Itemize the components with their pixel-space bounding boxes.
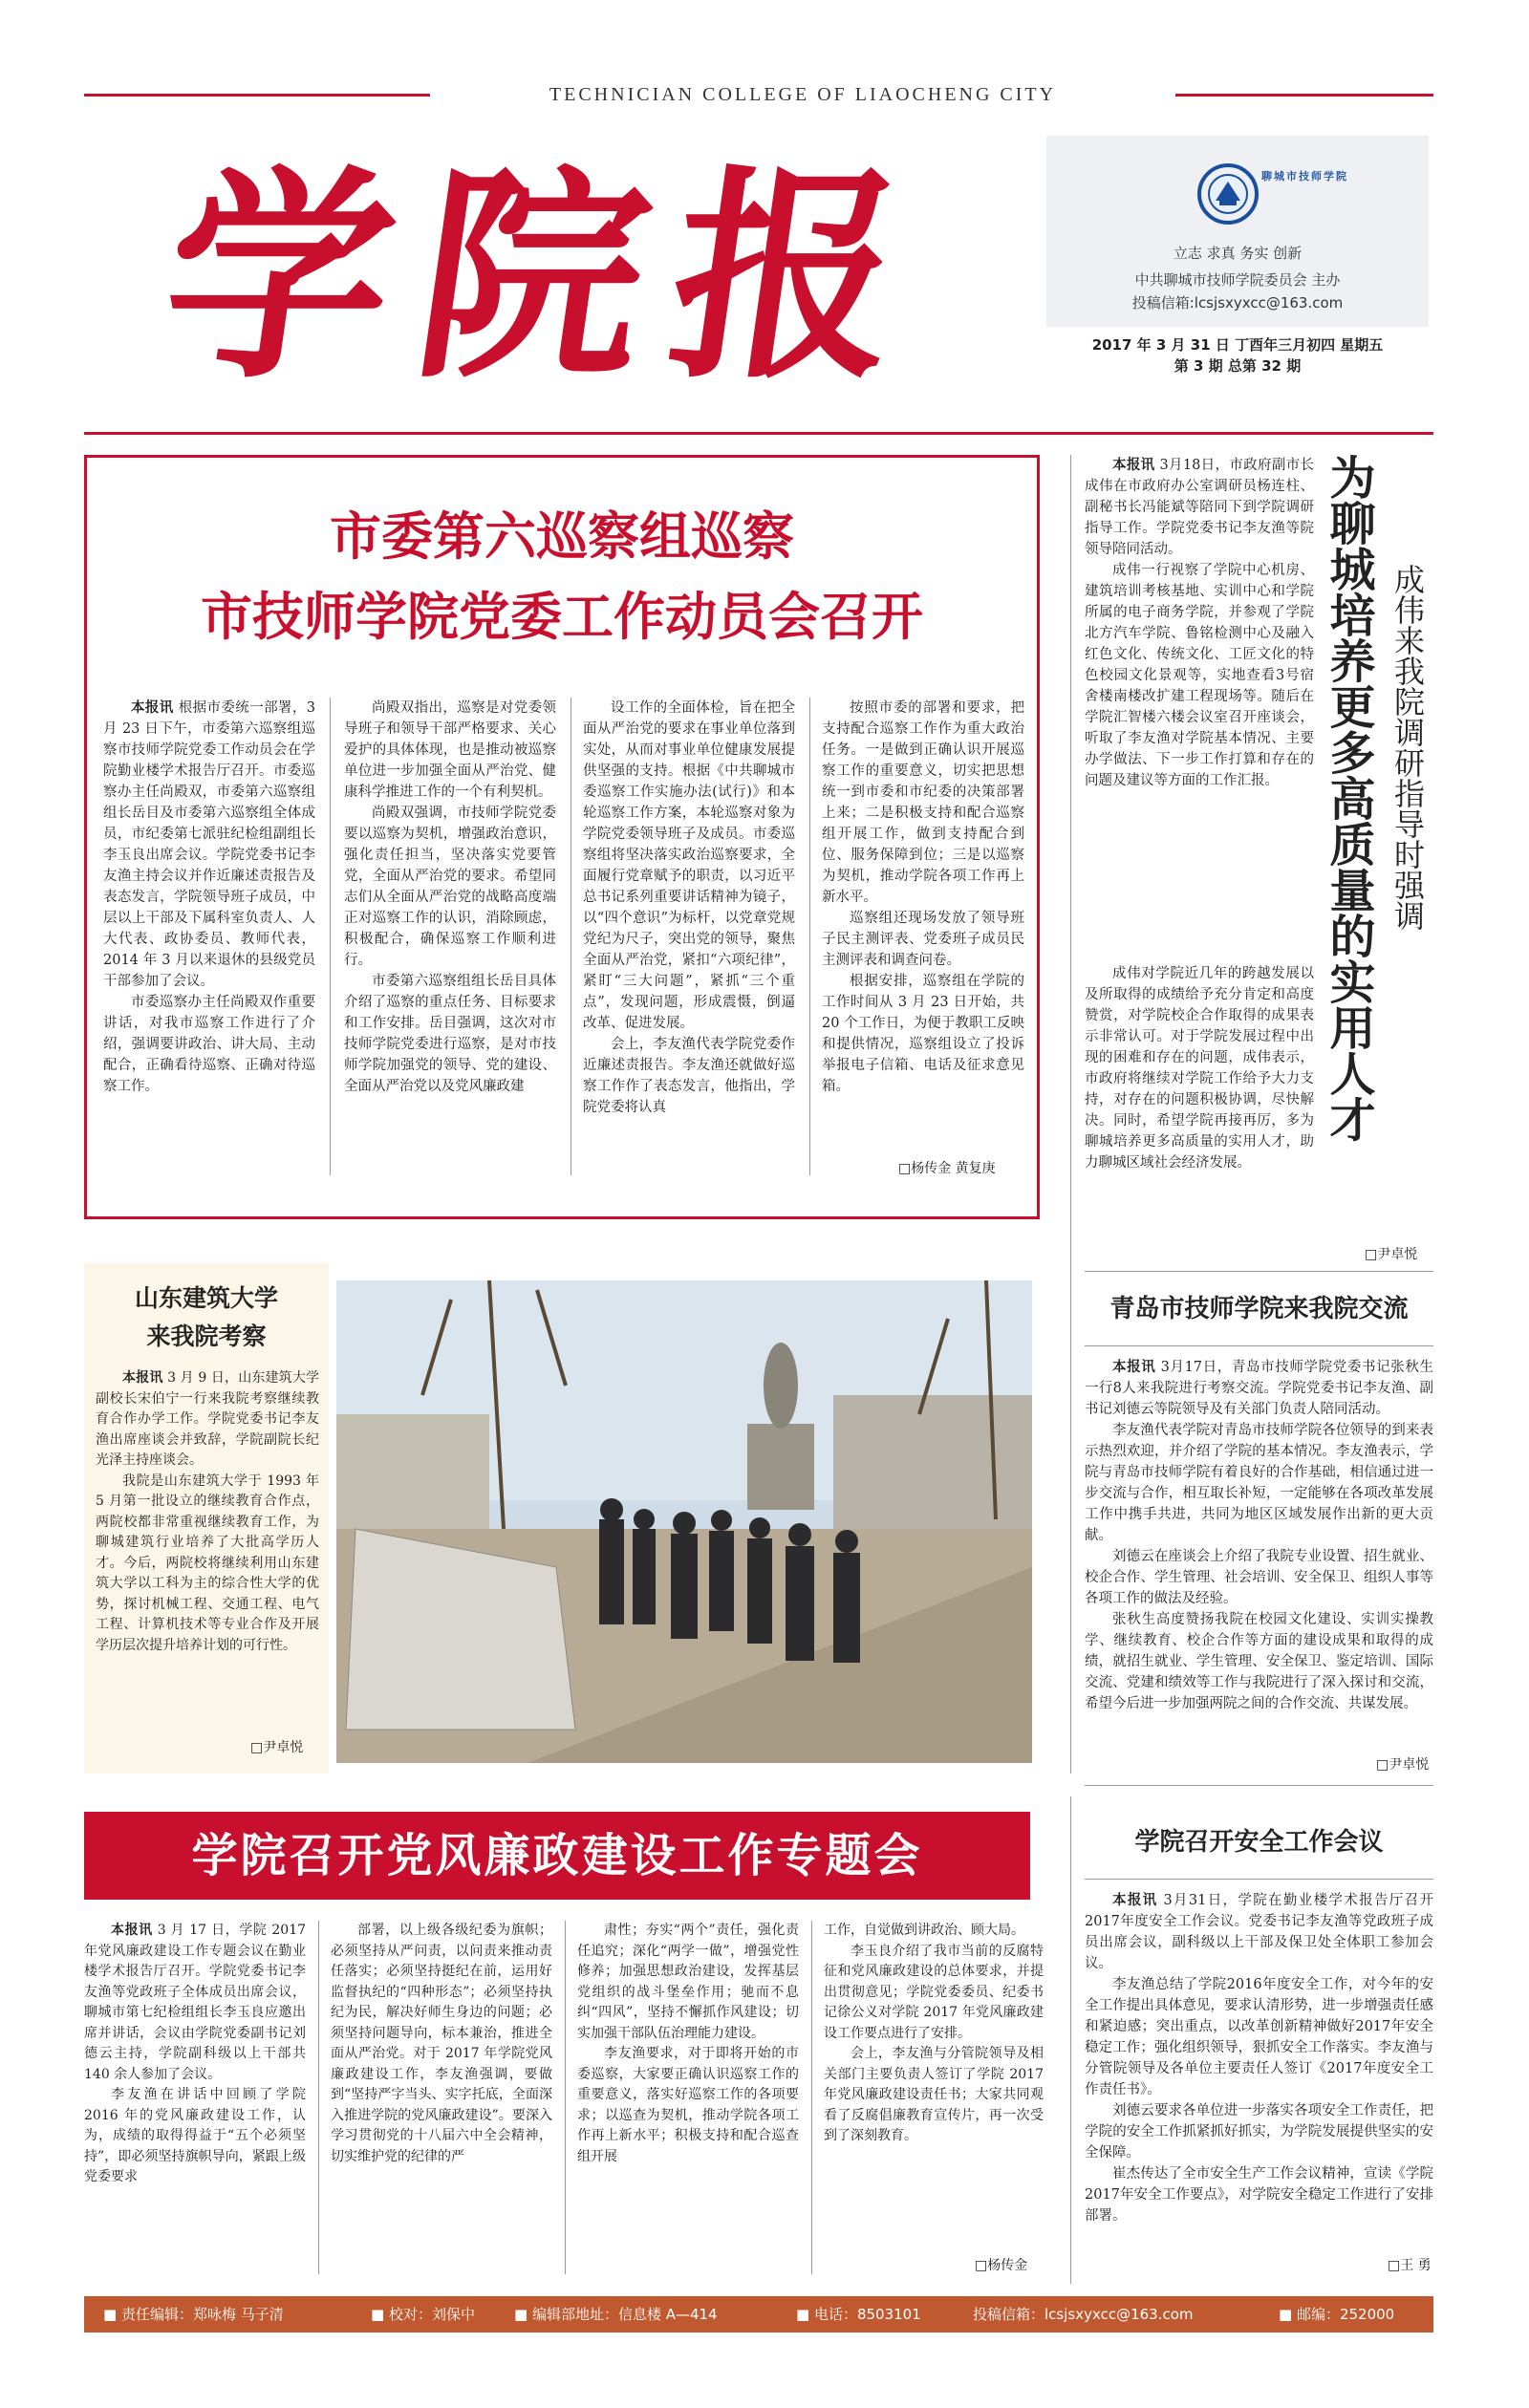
lead-col1-p1: 根据市委统一部署，3 月 23 日下午，市委第六巡察组巡察市技师学院党委工作动员会在学院勤业楼学术报告厅召开。市委巡察办主任尚殿双，市委第六巡察组组长岳目及市委第六巡察组全体成员，市纪委第七派驻纪检组副组长李玉良出席会议。学院党委书记李友渔主持会议并作近廉述责报告及表态发言，学院领导班子成员，中层以上干部及下属科室负责人、人大代表、政协委员、教师代表，2014 年 3 月以来退休的县级党员干部参加了会议。 <box>103 700 315 989</box>
footer-phone: ■ 电话：8503101 <box>796 2306 921 2323</box>
lead-col1-p2: 市委巡察办主任尚殿双作重要讲话，对我市巡察工作进行了介绍，强调要讲政治、讲大局、主动配合，正确看待巡察、正确对待巡察工作。 <box>103 995 315 1094</box>
anquan-p2: 李友渔总结了学院2016年度安全工作，对今年的安全工作提出具体意见，要求认清形势，进一步增强责任感和紧迫感；突出重点，以改革创新精神做好2017年安全稳定工作；强化组织领导，狠抓安全工作落实。李友渔与分管院领导及各单位主要责任人签订《2017年度安全工作责任书》。 <box>1085 1977 1433 2097</box>
lianzheng-col-3 <box>577 1921 799 2274</box>
shandong-byline: □尹卓悦 <box>250 1740 304 1755</box>
qingdao-p2: 李友渔代表学院对青岛市技师学院各位领导的到来表示热烈欢迎，并介绍了学院的基本情况。李友渔表示，学院与青岛市技师学院有着良好的合作基础，相信通过进一步交流与合作，相互取长补短，一定能够在各项改革发展工作中携手共进，共同为地区区域发展作出新的更大贡献。 <box>1085 1423 1433 1543</box>
lianzheng-col4-p1: 工作，自觉做到讲政治、顾大局。 <box>824 1923 1024 1938</box>
lianzheng-col3-p2: 李友渔要求，对于即将开始的市委巡察，大家要正确认识巡察工作的重要意义，落实好巡察工作的各项要求；以巡查为契机，推动学院各项工作再上新水平；积极支持和配合巡查组开展 <box>577 2046 799 2164</box>
lead-headline-line1: 市委第六巡察组巡察 <box>330 505 794 567</box>
lead-col4-p1: 按照市委的部署和要求，把支持配合巡察工作作为重大政治任务。一是做到正确认识开展巡察工作的重要意义，切实把思想统一到市委和市纪委的决策部署上来；二是积极支持和配合巡察组开展工作，做到支持配合到位、服务保障到位；三是以巡察为契机，推动学院各项工作再上新水平。 <box>822 700 1024 905</box>
lead-tag: 本报讯 <box>131 700 174 716</box>
publisher: 中共聊城市技师学院委员会 主办 <box>1134 271 1341 289</box>
chengwei-p3: 成伟对学院近几年的跨越发展以及所取得的成绩给予充分肯定和高度赞赏，对学院校企合作取得的成果表示非常认可。对于学院发展过程中出现的困难和存在的问题，成伟表示，市政府将继续对学院工作给予大力支持，对存在的问题积极协调，尽快解决。同时，希望学院再接再厉，多为聊城培养更多高质量的实用人才，助力聊城区域社会经济发展。 <box>1085 966 1314 1171</box>
lianzheng-byline: □杨传金 <box>975 2258 1028 2273</box>
shandong-p2: 我院是山东建筑大学于 1993 年 5 月第一批设立的继续教育合作点，两院校都非常重视继续教育工作，为聊城建筑行业培养了大批高学历人才。今后，两院校将继续利用山东建筑大学以工科为主的综合性大学的优势，探讨机械工程、交通工程、电气工程、计算机技术等专业合作及开展学历层次提升培养计划的可行性。 <box>96 1473 319 1653</box>
lianzheng-col2-p1: 部署，以上级各级纪委为旗帜；必须坚持从严问责，以问责来推动责任落实；必须坚持挺纪在前，运用好监督执纪的“四种形态”；必须坚持执纪为民，解决好师生身边的问题；必须坚持问题导向，标本兼治，推进全面从严治党。对于 2017 年学院党风廉政建设工作，李友渔强调，要做到“坚持严字当头、实字托底，全面深入推进学院的党风廉政建设”。要深入学习贯彻党的十八届六中全会精神，切实维护党的纪律的严 <box>331 1923 552 2164</box>
lead-col4-p3: 根据安排，巡察组在学院的工作时间从 3 月 23 日开始，共 20 个工作日，为便于教职工反映和提供情况，巡察组设立了投诉举报电子信箱、电话及征求意见箱。 <box>822 974 1024 1094</box>
anquan-byline: □王 勇 <box>1388 2258 1432 2273</box>
qingdao-headline: 青岛市技师学院来我院交流 <box>1109 1295 1409 1323</box>
masthead-title: 学院报 <box>148 145 946 409</box>
chengwei-p1: 3月18日，市政府副市长成伟在市政府办公室调研员杨连柱、副秘书长冯能斌等陪同下到学院调研指导工作。学院党委书记李友渔等院领导陪同活动。 <box>1085 458 1314 557</box>
anquan-p3: 刘德云要求各单位进一步落实各项安全工作责任，把学院的安全工作抓紧抓好抓实，为学院发展提供坚实的安全保障。 <box>1085 2103 1433 2161</box>
qingdao-p3: 刘德云在座谈会上介绍了我院专业设置、招生就业、校企合作、学生管理、社会培训、安全保卫、组织人事等各项工作的做法及经验。 <box>1085 1549 1433 1606</box>
motto: 立志 求真 务实 创新 <box>1173 245 1303 262</box>
date-issue <box>1042 334 1433 376</box>
lianzheng-col-4 <box>824 1921 1044 2246</box>
shandong-body: 本报讯 3 月 9 日，山东建筑大学副校长宋伯宁一行来我院考察继续教育合作办学工作。学院党委书记李友渔出席座谈会并致辞，学院副院长纪光泽主持座谈会。 我院是山东建筑大学于 1993 年 5 月第一批设立的继续教育合作点，两院校都非常重视继续教育工作，为聊城建筑行业培养了大批高学历人才。今后，两院校将继续利用山东建筑大学以工科为主的综合性大学的优势，探讨机械工程、交通工程、电气工程、计算机技术等专业合作及开展学历层次提升培养计划的可行性。 <box>96 1368 319 1731</box>
footer-email: 投稿信箱：lcsjsxyxcc@163.com <box>973 2306 1194 2323</box>
chengwei-p2: 成伟一行视察了学院中心机房、建筑培训考核基地、实训中心和学院所属的电子商务学院，并参观了学院北方汽车学院、鲁铭检测中心及融入红色文化、传统文化、工匠文化的特色校园文化景观等，实地查看3号宿舍楼南楼改扩建工程现场等。随后在学院汇智楼六楼会议室召开座谈会，听取了李友渔对学院基本情况、主要办学做法、下一步工作打算和存在的问题及建议等方面的工作汇报。 <box>1085 563 1314 788</box>
footer-postcode: ■ 邮编：252000 <box>1279 2306 1395 2323</box>
anquan-body: 本报讯 3月31日，学院在勤业楼学术报告厅召开2017年度安全工作会议。党委书记李友渔等党政班子成员出席会议，副科级以上干部及保卫处全体职工参加会议。 李友渔总结了学院2016年度安全工作，对今年的安全工作提出具体意见，要求认清形势，进一步增强责任感和紧迫感；突出重点，以改革创新精神做好2017年安全稳定工作；强化组织领导，狠抓安全工作落实。李友渔与分管院领导及各单位主要责任人签订《2017年度安全工作责任书》。 刘德云要求各单位进一步落实各项安全工作责任，把学院的安全工作抓紧抓好抓实，为学院发展提供坚实的安全保障。 崔杰传达了全市安全生产工作会议精神，宣读《学院2017年安全工作要点》，对学院安全稳定工作进行了安排部署。 <box>1085 1890 1433 2265</box>
lianzheng-col1-p1: 3 月 17 日，学院 2017 年党风廉政建设工作专题会议在勤业楼学术报告厅召开。学院党委书记李友渔等党政班子全体成员出席会议，聊城市第七纪检组组长李玉良应邀出席并讲话，会议由学院党委副书记刘德云主持，学院副科级以上干部共 140 余人参加了会议。 <box>84 1923 306 2082</box>
lead-headline-line2: 市技师学院党委工作动员会召开 <box>201 586 923 647</box>
shandong-p1: 3 月 9 日，山东建筑大学副校长宋伯宁一行来我院考察继续教育合作办学工作。学院党委书记李友渔出席座谈会并致辞，学院副院长纪光泽主持座谈会。 <box>96 1370 319 1468</box>
qingdao-p1: 3月17日，青岛市技师学院党委书记张秋生一行8人来我院进行考察交流。学院党委书记李友渔、副书记刘德云等院领导及有关部门负责人陪同活动。 <box>1085 1360 1433 1417</box>
footer-proof: ■ 校对：刘保中 <box>371 2306 475 2323</box>
anquan-p1: 3月31日，学院在勤业楼学术报告厅召开2017年度安全工作会议。党委书记李友渔等党政班子成员出席会议，副科级以上干部及保卫处全体职工参加会议。 <box>1085 1893 1433 1971</box>
header-bottom-rule <box>84 432 1433 435</box>
issue-date: 2017 年 3 月 31 日 丁酉年三月初四 星期五 <box>1091 336 1384 354</box>
lead-col3-p1: 设工作的全面体检，旨在把全面从严治党的要求在事业单位落到实处，从而对事业单位健康发展提供坚强的支持。根据《中共聊城市委巡察工作实施办法(试行)》和本轮巡察工作方案，本轮巡察对象为学院党委领导班子及成员。市委巡察组将坚决落实政治巡察要求，全面履行党章赋予的职责，以习近平总书记系列重要讲话精神为镜子，以“四个意识”为标杆，以党章党规党纪为尺子，突出党的领导，聚焦全面从严治党，紧扣“六项纪律”，紧盯“三大问题”，紧抓“三个重点”，发现问题，形成震慑，倒逼改革、促进发展。 <box>583 700 795 1031</box>
chengwei-headline: 为聊城培养更多高质量的实用人才 <box>1322 454 1375 1142</box>
lead-col2-p2: 尚殿双强调，市技师学院党委要以巡察为契机，增强政治意识，强化责任担当，坚决落实党要管党，全面从严治党的要求。希望同志们从全面从严治党的战略高度端正对巡察工作的认识，消除顾虑，积极配合，确保巡察工作顺利进行。 <box>344 806 556 968</box>
lead-col2-p3: 市委第六巡察组组长岳目具体介绍了巡察的重点任务、目标要求和工作安排。岳目强调，这次对市技师学院党委进行巡察，是对市技师学院加强党的领导、党的建设、全面从严治党以及党风廉政建 <box>344 974 556 1094</box>
qingdao-p4: 张秋生高度赞扬我院在校园文化建设、实训实操教学、继续教育、校企合作等方面的建设成果和取得的成绩，就招生就业、学生管理、安全保卫、鉴定培训、国际交流、党建和绩效等工作与我院进行了深入探讨和交流，希望今后进一步加强两院之间的合作交流、共谋发展。 <box>1085 1612 1433 1711</box>
lianzheng-col4-p3: 会上，李友渔与分管院领导及相关部门主要负责人签订了学院 2017 年党风廉政建设责任书；大家共同观看了反腐倡廉教育宣传片，再一次受到了深刻教育。 <box>824 2046 1044 2143</box>
lianzheng-headline-banner: 学院召开党风廉政建设工作专题会 <box>84 1812 1030 1900</box>
shandong-headline-2: 来我院考察 <box>146 1322 267 1350</box>
lead-col2-p1: 尚殿双指出，巡察是对党委领导班子和领导干部严格要求、关心爱护的具体体现，也是推动被巡察单位进一步加强全面从严治党、健康科学推进工作的一个有利契机。 <box>344 700 556 800</box>
lianzheng-col3-p1: 肃性；夯实“两个”责任，强化责任追究；深化“两学一做”，增强党性修养；加强思想政治建设，发挥基层党组织的战斗堡垒作用；驰而不息纠“四风”，坚持不懈抓作风建设；切实加强干部队伍治理能力建设。 <box>577 1923 799 2041</box>
lead-col-3 <box>583 698 795 1175</box>
chengwei-body-2 <box>1085 963 1314 1183</box>
lianzheng-col1-p2: 李友渔在讲话中回顾了学院 2016 年的党风廉政建设工作，认为，成绩的取得得益于“五个必须坚持”，即必须坚持旗帜导向，紧跟上级党委要求 <box>84 2087 306 2184</box>
lead-col-2 <box>344 698 556 1175</box>
campus-visit-photo <box>336 1280 1032 1763</box>
qingdao-body: 本报讯 3月17日，青岛市技师学院党委书记张秋生一行8人来我院进行考察交流。学院党委书记李友渔、副书记刘德云等院领导及有关部门负责人陪同活动。 李友渔代表学院对青岛市技师学院各位领导的到来表示热烈欢迎，并介绍了学院的基本情况。李友渔表示，学院与青岛市技师学院有着良好的合作基础，相信通过进一步交流与合作，相互取长补短，一定能够在各项改革发展工作中携手共进，共同为地区区域发展作出新的更大贡献。 刘德云在座谈会上介绍了我院专业设置、招生就业、校企合作、学生管理、社会培训、安全保卫、组织人事等各项工作的做法及经验。 张秋生高度赞扬我院在校园文化建设、实训实操教学、继续教育、校企合作等方面的建设成果和取得的成绩，就招生就业、学生管理、安全保卫、鉴定培训、国际交流、党建和绩效等工作与我院进行了深入探讨和交流，希望今后进一步加强两院之间的合作交流、共谋发展。 <box>1085 1357 1433 1770</box>
lead-col-1 <box>103 698 315 1175</box>
logo-text: 聊城市技师学院 <box>1261 170 1348 183</box>
lead-col4-p2: 巡察组还现场发放了领导班子民主测评表、党委班子成员民主测评表和调查问卷。 <box>822 911 1024 968</box>
lianzheng-col-2 <box>331 1921 552 2274</box>
lianzheng-col-1: 本报讯 3 月 17 日，学院 2017 年党风廉政建设工作专题会议在勤业楼学术报告厅召开。学院党委书记李友渔等党政班子全体成员出席会议，聊城市第七纪检组组长李玉良应邀出席并讲话，会议由学院党委副书记刘德云主持，学院副科级以上干部共 140 余人参加了会议。 李友渔在讲话中回顾了学院 2016 年的党风廉政建设工作，认为，成绩的取得得益于“五个必须坚持”，即必须坚持旗帜导向，紧跟上级党委要求 <box>84 1921 306 2274</box>
footer-bar <box>84 2296 1433 2333</box>
qingdao-byline: □尹卓悦 <box>1376 1757 1430 1773</box>
lianzheng-col4-p2: 李玉良介绍了我市当前的反腐特征和党风廉政建设的总体要求，并提出贯彻意见；学院党委委员、纪委书记徐公义对学院 2017 年党风廉政建设工作要点进行了安排。 <box>824 1943 1044 2041</box>
issue-number: 第 3 期 总第 32 期 <box>1174 357 1302 375</box>
english-school-name: TECHNICIAN COLLEGE OF LIAOCHENG CITY <box>430 84 1175 106</box>
contribute-email: 投稿信箱:lcsjsxyxcc@163.com <box>1131 294 1344 312</box>
lead-col3-p2: 会上，李友渔代表学院党委作近廉述责报告。李友渔还就做好巡察工作作了表态发言，他指出，学院党委将认真 <box>583 1037 795 1115</box>
lead-byline: □杨传金 黄复庚 <box>898 1161 996 1176</box>
chengwei-body: 本报讯 3月18日，市政府副市长成伟在市政府办公室调研员杨连柱、副秘书长冯能斌等陪同下到学院调研指导工作。学院党委书记李友渔等院领导陪同活动。 成伟一行视察了学院中心机房、建筑培训考核基地、实训中心和学院所属的电子商务学院，并参观了学院北方汽车学院、鲁铭检测中心及融入红色文化、传统文化、工匠文化的特色校园文化景观等，实地查看3号宿舍楼南楼改扩建工程现场等。随后在学院汇智楼六楼会议室召开座谈会，听取了李友渔对学院基本情况、主要办学做法、下一步工作打算和存在的问题及建议等方面的工作汇报。 <box>1085 455 1314 1296</box>
anquan-headline: 学院召开安全工作会议 <box>1134 1828 1384 1857</box>
lead-col-4 <box>822 698 1024 1147</box>
shandong-headline-1: 山东建筑大学 <box>134 1284 278 1312</box>
chengwei-subheadline: 成伟来我院调研指导时强调 <box>1389 564 1426 931</box>
footer-address: ■ 编辑部地址：信息楼 A—414 <box>514 2306 718 2323</box>
anquan-p4: 崔杰传达了全市安全生产工作会议精神，宣读《学院2017年安全工作要点》，对学院安全稳定工作进行了安排部署。 <box>1085 2166 1433 2224</box>
footer-editor: ■ 责任编辑：郑咏梅 马子清 <box>103 2306 284 2323</box>
chengwei-byline: □尹卓悦 <box>1365 1247 1418 1262</box>
